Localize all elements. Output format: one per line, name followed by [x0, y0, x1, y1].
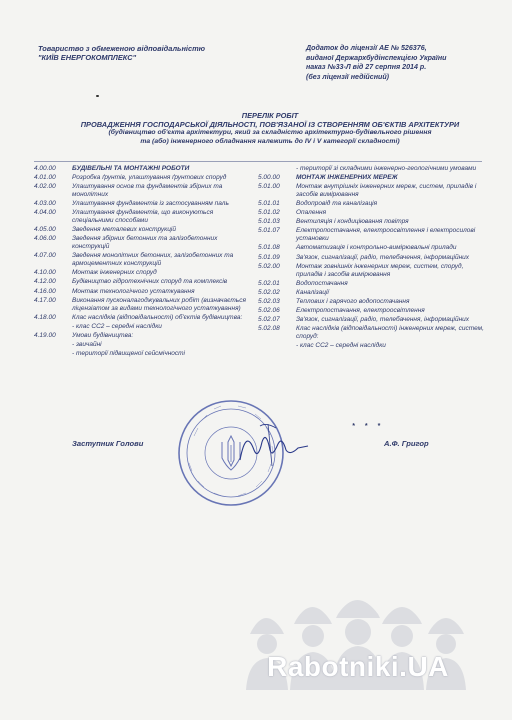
stars-mark: * * * — [352, 423, 385, 430]
work-item-text: Водопостачання — [296, 279, 348, 287]
work-item-row — [258, 209, 488, 217]
work-item-code: 4.02.00 — [34, 183, 56, 191]
work-item-code: 4.03.00 — [34, 200, 56, 208]
work-item-row — [34, 226, 254, 234]
work-item-text: Зведення збірних бетонних та залізобетонних конструкцій — [72, 235, 218, 251]
work-item-code: 5.02.08 — [258, 325, 280, 333]
watermark-text: Rabotniki.UA — [267, 651, 449, 682]
work-item-code: 4.19.00 — [34, 331, 56, 339]
work-item-code: 5.01.09 — [258, 253, 280, 261]
license-reference — [306, 44, 506, 82]
work-item-code: 4.12.00 — [34, 278, 56, 286]
work-item-text: Теплових і гарячого водопостачання — [296, 297, 410, 305]
title-line-1: ПЕРЕЛІК РОБІТ — [241, 111, 299, 120]
work-item-row — [258, 263, 488, 279]
work-item-row — [34, 332, 254, 340]
license-validity-note: (без ліцензії недійсний) — [306, 72, 390, 81]
license-number: Додаток до ліцензії АЕ № 526376, — [306, 44, 427, 52]
work-item-code: 5.01.07 — [258, 227, 280, 235]
work-item-text: Автоматизація і контрольно-вимірювальні прилади — [296, 244, 457, 252]
work-item-row — [34, 165, 254, 173]
work-item-code: 4.05.00 — [34, 226, 56, 234]
company-type: Товариство з обмеженою відповідальністю — [38, 44, 206, 53]
work-item-row — [34, 341, 254, 349]
work-item-text: - клас СС2 – середні наслідки — [296, 342, 386, 350]
work-item-code: 4.06.00 — [34, 235, 56, 243]
work-item-text: Виконання пусконалагоджувальних робіт (визначається ліцензіатом за видами технологічного устаткування) — [72, 296, 246, 312]
signatory-title: Заступник Голови — [72, 439, 144, 448]
work-item-text: Зв'язок, сигналізації, радіо, телебачення, інформаційних — [296, 253, 470, 261]
work-item-text: Електропостачання, електроосвітлення — [296, 306, 425, 314]
work-item-text: Каналізації — [296, 288, 329, 296]
work-item-text: Зведення металевих конструкцій — [72, 226, 176, 234]
company-header — [38, 44, 268, 62]
work-item-code: 5.02.00 — [258, 262, 280, 270]
title-line-3: (будівництво об'єкта архітектури, який за складністю архітектурно-будівельного рішення — [108, 129, 432, 137]
work-item-code: 5.00.00 — [258, 174, 280, 182]
ink-dot — [96, 95, 99, 97]
license-order: наказ №33-Л від 27 серпня 2014 р. — [306, 63, 427, 72]
work-item-text: Умови будівництва: — [72, 331, 134, 339]
work-item-row — [34, 252, 254, 268]
handwritten-signature — [232, 420, 312, 470]
work-item-text: Улаштування основ та фундаментів збірних та монолітних — [72, 183, 223, 199]
work-item-row — [34, 183, 254, 199]
work-item-row — [258, 298, 488, 306]
title-line-2: ПРОВАДЖЕННЯ ГОСПОДАРСЬКОЇ ДІЯЛЬНОСТІ, ПОВ'ЯЗАНОЇ ІЗ СТВОРЕННЯМ ОБ'ЄКТІВ АРХІТЕКТУРИ — [80, 119, 460, 129]
work-item-row — [34, 174, 254, 182]
document-title — [40, 112, 500, 146]
work-item-text: Монтаж інженерних споруд — [72, 269, 157, 277]
work-item-row — [34, 209, 254, 225]
work-item-text: - звичайні — [72, 340, 102, 348]
title-divider — [34, 161, 482, 162]
work-item-code: 4.10.00 — [34, 269, 56, 277]
work-item-row — [258, 227, 488, 243]
work-item-row — [258, 165, 488, 173]
work-item-row — [258, 307, 488, 315]
work-item-row — [34, 200, 254, 208]
work-item-code: 4.16.00 — [34, 287, 56, 295]
work-item-row — [34, 323, 254, 331]
work-item-text: МОНТАЖ ІНЖЕНЕРНИХ МЕРЕЖ — [296, 174, 398, 182]
work-item-row — [258, 183, 488, 199]
work-item-row — [258, 280, 488, 288]
work-item-text: Монтаж внутрішніх інженерних мереж, систем, приладів і засобів вимірювання — [296, 183, 477, 199]
work-item-row — [34, 350, 254, 358]
work-item-code: 5.02.07 — [258, 316, 280, 324]
work-item-code: 5.02.06 — [258, 306, 280, 314]
work-item-code: 5.01.03 — [258, 218, 280, 226]
work-item-text: Вентиляція і кондиціювання повітря — [296, 218, 409, 226]
work-item-row — [258, 200, 488, 208]
work-item-row — [258, 254, 488, 262]
work-item-text: Водопровід та каналізація — [296, 200, 378, 208]
work-item-code: 4.17.00 — [34, 296, 56, 304]
work-item-row — [258, 289, 488, 297]
work-item-code: 5.02.03 — [258, 297, 280, 305]
work-item-text: Монтаж технологічного устаткування — [72, 287, 195, 295]
work-item-code: 4.00.00 — [34, 165, 56, 172]
work-item-row — [34, 297, 254, 313]
work-item-code: 4.07.00 — [34, 252, 56, 260]
work-item-code: 5.01.00 — [258, 183, 280, 191]
left-work-list — [34, 165, 254, 359]
work-item-text: Зведення монолітних бетонних, залізобетонних та армоцементних конструкцій — [72, 252, 234, 268]
work-item-row — [258, 174, 488, 182]
work-item-text: БУДІВЕЛЬНІ ТА МОНТАЖНІ РОБОТИ — [72, 165, 190, 172]
work-item-text: Опалення — [296, 209, 327, 217]
work-item-text: Зв'язок, сигналізації, радіо, телебачення, інформаційних — [296, 316, 470, 324]
signatory-name: А.Ф. Григор — [384, 439, 429, 448]
title-line-4: та (або) інженерного обладнання належить до IV і V категорії складності) — [140, 137, 400, 145]
license-issuer: виданої Держархбудінспекцією України — [306, 53, 447, 62]
work-item-row — [34, 278, 254, 286]
company-name: "КИЇВ ЕНЕРГОКОМПЛЕКС" — [38, 53, 137, 62]
work-item-code: 5.01.08 — [258, 244, 280, 252]
work-item-code: 5.02.01 — [258, 279, 280, 287]
work-item-row — [34, 269, 254, 277]
work-item-code: 4.04.00 — [34, 209, 56, 217]
work-item-code: 5.01.01 — [258, 200, 280, 208]
work-item-text: Улаштування фундаментів із застосуванням паль — [72, 200, 229, 208]
work-item-text: - території підвищеної сейсмічності — [72, 350, 186, 358]
work-item-text: - території зі складними інженерно-геологічними умовами — [296, 165, 477, 172]
work-item-code: 4.01.00 — [34, 174, 56, 182]
work-item-text: Будівництво гідротехнічних споруд та комплексів — [72, 278, 228, 286]
work-item-row — [34, 314, 254, 322]
work-item-row — [258, 325, 488, 341]
work-item-row — [34, 288, 254, 296]
work-item-text: Електропостачання, електроосвітлення і електросилові установки — [296, 227, 476, 243]
work-item-text: Улаштування фундаментів, що виконуються спеціальними способами — [72, 209, 214, 225]
work-item-text: Монтаж зовнішніх інженерних мереж, систем, споруд, приладів і засобів вимірювання — [296, 262, 464, 278]
work-item-text: Розробка ґрунтів, улаштування ґрунтових споруд — [72, 174, 227, 182]
work-item-text: - клас СС2 – середні наслідки — [72, 322, 162, 330]
work-item-row — [34, 235, 254, 251]
work-item-code: 5.01.02 — [258, 209, 280, 217]
right-work-list — [258, 165, 488, 351]
work-item-code: 4.18.00 — [34, 313, 56, 321]
work-item-row — [258, 342, 488, 350]
work-item-row — [258, 244, 488, 252]
work-item-code: 5.02.02 — [258, 288, 280, 296]
work-item-row — [258, 316, 488, 324]
work-item-text: Клас наслідків (відповідальності) інженерних мереж, систем, споруд: — [296, 325, 484, 341]
work-item-row — [258, 218, 488, 226]
work-item-text: Клас наслідків (відповідальності) об'єктів будівництва: — [72, 313, 243, 321]
